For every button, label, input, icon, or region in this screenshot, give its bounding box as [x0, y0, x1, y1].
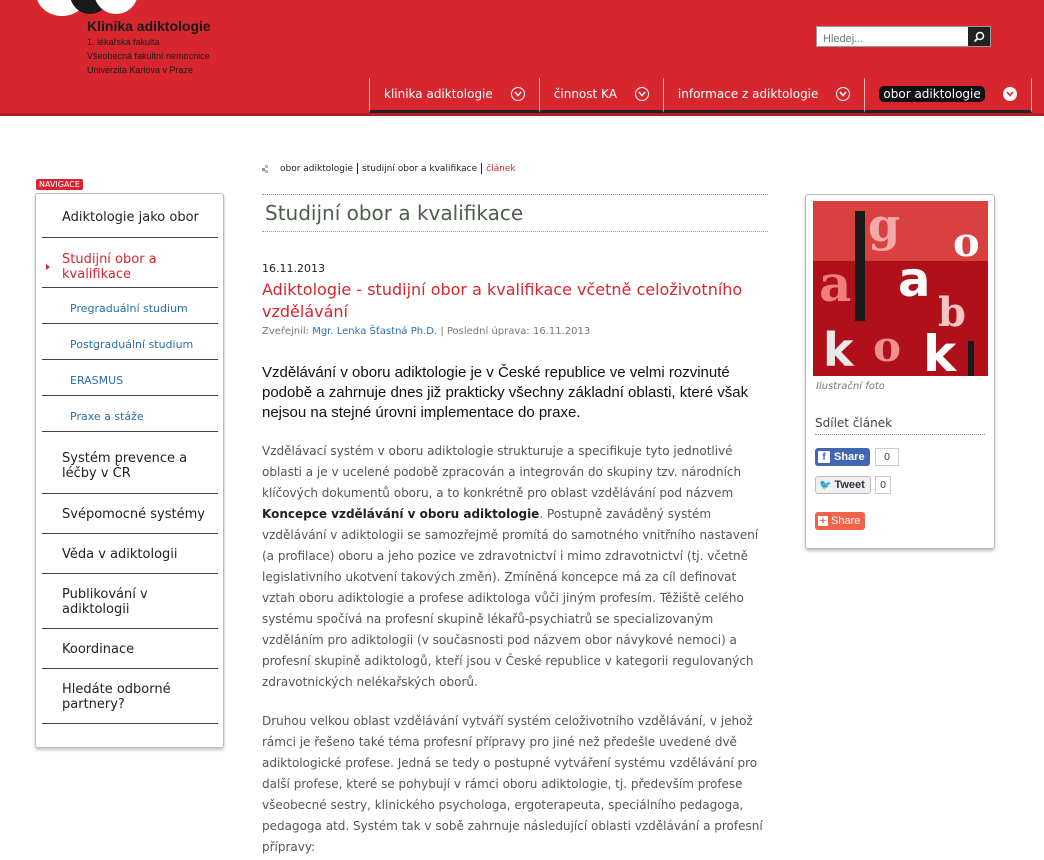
- svg-text:a: a: [898, 252, 931, 308]
- nav-item-label: činnost KA: [553, 87, 617, 101]
- logo-subtitle-line: Všeobecná fakultní nemocnice: [87, 51, 210, 61]
- sidebar-tag: NAVIGACE: [36, 179, 83, 190]
- paragraph-emphasis: Koncepce vzdělávání v oboru adiktologie: [262, 507, 540, 521]
- article-lead: Vzdělávání v oboru adiktologie je v České republice ve velmi rozvinuté podobě a zahrnuje dnes již prakticky všechny základní oblasti, které však nejsou na stejné úrovni implementace do praxe.: [262, 364, 749, 421]
- breadcrumb: [262, 163, 516, 174]
- nav-item-informace[interactable]: [663, 78, 865, 113]
- nav-item-klinika[interactable]: [369, 78, 539, 113]
- sidebar-item-label: Publikování v adiktologii: [62, 587, 148, 617]
- meta-last-update: | Poslední úprava: 16.11.2013: [440, 326, 591, 337]
- sidebar-subitem-pregradualni[interactable]: [42, 288, 218, 324]
- main-nav: [369, 78, 1032, 113]
- tweet-label: Tweet: [834, 479, 865, 491]
- photo-caption: Ilustrační foto: [816, 381, 885, 392]
- meta-prefix: Zveřejnil:: [262, 326, 310, 337]
- svg-text:k: k: [923, 325, 957, 376]
- search-button[interactable]: [968, 27, 990, 46]
- site-header: [0, 0, 1044, 116]
- facebook-icon: f: [818, 451, 830, 463]
- illustration-photo: [813, 201, 988, 376]
- sidebar-item-adiktologie-jako-obor[interactable]: [42, 194, 218, 238]
- search-input[interactable]: [817, 30, 977, 49]
- article-title: Adiktologie - studijní obor a kvalifikace včetně celoživotního vzdělávání: [262, 280, 743, 321]
- sidebar-nav: [35, 193, 224, 748]
- sidebar-item-system-prevence[interactable]: [42, 432, 218, 494]
- chevron-down-icon[interactable]: [1003, 87, 1017, 101]
- author-link[interactable]: Mgr. Lenka Šťastná Ph.D.: [312, 326, 438, 337]
- sidebar-item-label: Praxe a stáže: [70, 410, 144, 423]
- sidebar-item-studijni-obor[interactable]: [42, 238, 218, 288]
- breadcrumb-current: článek: [486, 163, 516, 174]
- sidebar-item-veda[interactable]: [42, 534, 218, 574]
- chevron-down-icon[interactable]: [836, 87, 850, 101]
- sidebar-item-hledate[interactable]: [42, 669, 218, 724]
- sidebar-item-koordinace[interactable]: [42, 629, 218, 669]
- sidebar-item-label: Systém prevence a léčby v ČR: [62, 451, 188, 481]
- nav-item-obor[interactable]: [864, 78, 1031, 113]
- logo-subtitle-line: 1. lékařská fakulta: [87, 37, 160, 47]
- facebook-share-button[interactable]: [815, 448, 870, 466]
- nav-item-cinnost[interactable]: [539, 78, 663, 113]
- svg-text:k: k: [823, 323, 854, 376]
- logo-subtitle-line: Univerzita Karlova v Praze: [87, 65, 194, 75]
- chevron-down-icon[interactable]: [635, 87, 649, 101]
- nav-item-label: informace z adiktologie: [677, 87, 819, 101]
- nav-item-label: klinika adiktologie: [384, 87, 493, 101]
- breadcrumb-link[interactable]: obor adiktologie: [280, 163, 354, 174]
- share-button[interactable]: [815, 512, 865, 530]
- article-meta: [262, 326, 590, 337]
- twitter-bird-icon: 🐦: [819, 479, 832, 491]
- svg-text:o: o: [873, 322, 902, 371]
- sidebar-item-label: Věda v adiktologii: [62, 547, 178, 562]
- sidebar-item-publikovani[interactable]: [42, 574, 218, 629]
- nav-item-label: obor adiktologie: [879, 86, 984, 102]
- search-box: [816, 26, 991, 47]
- tweet-count: 0: [875, 476, 891, 494]
- share-title: Sdílet článek: [815, 416, 985, 435]
- breadcrumb-separator: [481, 163, 482, 174]
- svg-text:a: a: [819, 254, 852, 313]
- illustration-image: [813, 201, 988, 376]
- sidebar-item-label: Svépomocné systémy: [62, 507, 205, 522]
- sidebar-subitem-erasmus[interactable]: [42, 360, 218, 396]
- sidebar-item-label: Hledáte odborné partnery?: [62, 682, 171, 712]
- sidebar-item-label: ERASMUS: [70, 374, 124, 387]
- svg-text:b: b: [938, 289, 966, 336]
- sidebar-item-label: Pregraduální studium: [70, 302, 188, 315]
- sidebar-item-svepomocne[interactable]: [42, 494, 218, 534]
- tweet-button[interactable]: [815, 476, 871, 494]
- logo-title[interactable]: Klinika adiktologie: [87, 18, 211, 34]
- plus-icon: +: [818, 516, 828, 526]
- logo-mark-light: [94, 0, 138, 14]
- paragraph-text: Vzdělávací systém v oboru adiktologie strukturuje a specifikuje tyto jednotlivé oblasti a je v ucelené podobě zpracován a integrován do skupiny tzv. národních klíčových dokumentů oboru, a to konkrétně pro oblast vzdělávání pod názvem: [262, 444, 742, 500]
- sidebar-subitem-praxe[interactable]: [42, 396, 218, 432]
- article-date: 16.11.2013: [262, 262, 325, 275]
- share-label: Share: [831, 515, 861, 527]
- article-paragraph: [262, 441, 772, 693]
- search-icon: [973, 31, 985, 43]
- article-paragraph: Druhou velkou oblast vzdělávání vytváří systém celoživotního vzdělávání, v jehož rámci je řešeno také téma profesní přípravy pro jiné než předešle uvedené dvě adiktologické profese. Jedná se tedy o postupné vytváření systému vzdělávání pro další profese, které se pohybují v rámci oboru adiktologie, tj. především profese všeobecné sestry, klinického psychologa, ergoterapeuta, speciálního pedagoga, pedagoga atd. Systém tak v sobě zahrnuje následující oblasti vzdělávání a profesní přípravy:: [262, 714, 763, 854]
- paragraph-text: . Postupně zaváděný systém vzdělávání v adiktologii se samozřejmě promítá do samotného vnitřního nastavení (a profilace) oboru a jeho pozice ve zdravotnictví i mimo zdravotnictví (tj. včetně legislativního ukotvení takových změn). Zmíněná koncepce má za cíl definovat vztah oboru adiktologie a profese adiktologa vůči jiným profesím. Těžiště celého systému spočívá na profesní skupině lékařů-psychiatrů se specializovaným vzděláním pro adiktologii (v současnosti pod názvem obor návykové nemoci) a profesní skupině adiktologů, kteří jsou v České republice v kategorii regulovaných zdravotnických nelékařských oborů.: [262, 507, 759, 689]
- breadcrumb-icon: [262, 164, 270, 174]
- page-title: Studijní obor a kvalifikace: [262, 194, 768, 232]
- sidebar-item-label: Koordinace: [62, 642, 135, 657]
- svg-text:o: o: [953, 219, 980, 266]
- breadcrumb-link[interactable]: studijní obor a kvalifikace: [362, 163, 478, 174]
- breadcrumb-separator: [357, 163, 358, 174]
- sidebar-item-label: Postgraduální studium: [70, 338, 194, 351]
- chevron-down-icon[interactable]: [511, 87, 525, 101]
- sidebar-item-label: Adiktologie jako obor: [62, 210, 199, 225]
- sidebar-subitem-postgradualni[interactable]: [42, 324, 218, 360]
- facebook-share-label: Share: [834, 451, 865, 463]
- current-arrow-icon: [46, 264, 50, 270]
- sidebar-item-label: Studijní obor a kvalifikace: [62, 252, 157, 282]
- svg-text:g: g: [868, 201, 901, 252]
- facebook-share-count: 0: [875, 448, 899, 466]
